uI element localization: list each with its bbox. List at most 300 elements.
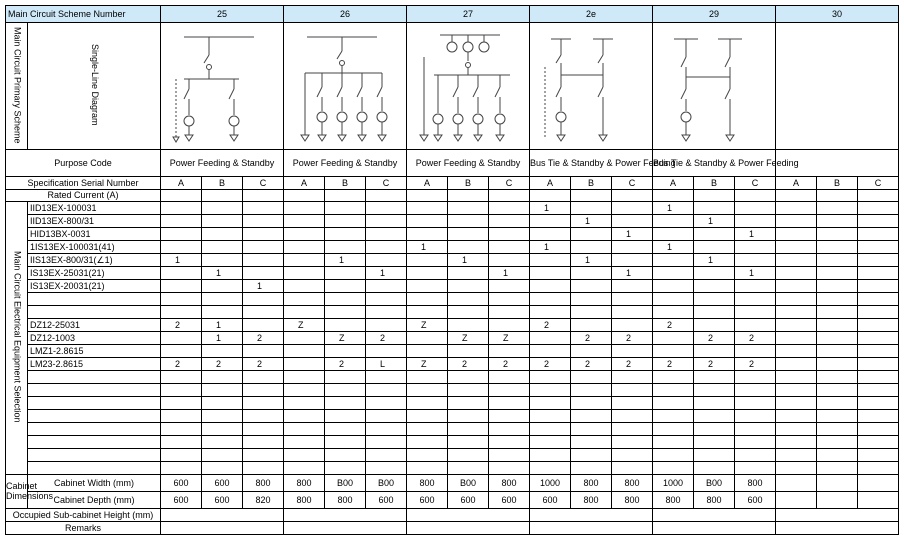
equipment-qty (448, 384, 489, 397)
equipment-qty (858, 254, 899, 267)
equipment-qty (653, 228, 694, 241)
equipment-qty (817, 371, 858, 384)
equipment-qty: 2 (243, 358, 284, 371)
rated-current-cell (858, 190, 899, 202)
equipment-qty (448, 241, 489, 254)
equipment-qty (776, 436, 817, 449)
single-line-diagram-29 (656, 27, 772, 145)
equipment-name (28, 462, 161, 475)
equipment-qty (612, 462, 653, 475)
equipment-qty (202, 345, 243, 358)
equipment-qty (366, 397, 407, 410)
equipment-qty (161, 462, 202, 475)
purpose-label: Purpose Code (6, 150, 161, 177)
cabinet-width-cell (817, 475, 858, 492)
equipment-qty (284, 384, 325, 397)
equipment-qty: 1 (202, 319, 243, 332)
equipment-qty (817, 358, 858, 371)
equipment-qty (530, 228, 571, 241)
equipment-qty (202, 462, 243, 475)
equipment-row (6, 358, 899, 371)
equipment-qty (571, 384, 612, 397)
equipment-qty (202, 423, 243, 436)
equipment-qty: 2 (530, 319, 571, 332)
equipment-qty (489, 371, 530, 384)
equipment-qty (530, 345, 571, 358)
equipment-qty: 1 (612, 228, 653, 241)
equipment-qty (530, 462, 571, 475)
equipment-qty (817, 345, 858, 358)
equipment-selection-label-cell (6, 202, 28, 475)
equipment-qty (653, 215, 694, 228)
equipment-qty (735, 410, 776, 423)
spec-cell: C (612, 177, 653, 190)
cabinet-width-cell: 800 (612, 475, 653, 492)
equipment-qty (161, 332, 202, 345)
single-line-label-cell (28, 23, 161, 150)
equipment-qty: 1 (448, 254, 489, 267)
spec-cell: C (366, 177, 407, 190)
equipment-qty (489, 410, 530, 423)
equipment-qty (366, 254, 407, 267)
equipment-row (6, 319, 899, 332)
rated-current-cell (735, 190, 776, 202)
equipment-qty (489, 215, 530, 228)
equipment-qty: 2 (530, 358, 571, 371)
equipment-qty (366, 280, 407, 293)
equipment-qty (202, 202, 243, 215)
equipment-qty (858, 319, 899, 332)
equipment-qty (325, 462, 366, 475)
equipment-qty (653, 306, 694, 319)
equipment-qty (817, 215, 858, 228)
spec-cell: A (407, 177, 448, 190)
equipment-row (6, 254, 899, 267)
equipment-qty (489, 202, 530, 215)
equipment-qty: 2 (571, 332, 612, 345)
equipment-qty (530, 397, 571, 410)
equipment-qty (530, 423, 571, 436)
cabinet-width-cell: 600 (161, 475, 202, 492)
equipment-qty (694, 410, 735, 423)
equipment-qty (735, 436, 776, 449)
equipment-qty (571, 345, 612, 358)
equipment-qty (325, 436, 366, 449)
spec-cell: C (489, 177, 530, 190)
equipment-row (6, 436, 899, 449)
cabinet-depth-cell: 800 (653, 492, 694, 509)
equipment-qty (448, 293, 489, 306)
equipment-qty (612, 280, 653, 293)
equipment-qty (407, 280, 448, 293)
equipment-qty (489, 280, 530, 293)
equipment-qty (489, 384, 530, 397)
cabinet-depth-cell: 600 (202, 492, 243, 509)
equipment-qty (694, 462, 735, 475)
equipment-qty (407, 306, 448, 319)
equipment-qty (284, 332, 325, 345)
equipment-qty (653, 280, 694, 293)
equipment-qty (325, 371, 366, 384)
equipment-qty (530, 449, 571, 462)
equipment-qty (858, 449, 899, 462)
equipment-qty (735, 462, 776, 475)
equipment-qty (489, 423, 530, 436)
equipment-qty (858, 371, 899, 384)
remarks-cell (407, 522, 530, 535)
equipment-qty (694, 397, 735, 410)
equipment-qty (325, 423, 366, 436)
equipment-qty (325, 449, 366, 462)
equipment-qty (325, 319, 366, 332)
equipment-row (6, 423, 899, 436)
rated-current-cell (325, 190, 366, 202)
equipment-qty (325, 228, 366, 241)
purpose-value: Power Feeding & Standby (161, 150, 284, 177)
equipment-qty (325, 397, 366, 410)
purpose-value: Bus Tie & Standby & Power Feeding (653, 150, 776, 177)
cabinet-depth-cell: 600 (366, 492, 407, 509)
equipment-qty (243, 254, 284, 267)
equipment-qty: 1 (530, 202, 571, 215)
equipment-qty (530, 215, 571, 228)
equipment-qty (612, 241, 653, 254)
equipment-qty (817, 280, 858, 293)
equipment-qty (243, 410, 284, 423)
remarks-cell (653, 522, 776, 535)
equipment-qty: 2 (653, 358, 694, 371)
equipment-name (28, 371, 161, 384)
equipment-qty (776, 345, 817, 358)
equipment-qty (489, 397, 530, 410)
equipment-qty (448, 410, 489, 423)
equipment-name (28, 397, 161, 410)
equipment-qty (817, 462, 858, 475)
scheme-number: 26 (284, 6, 407, 23)
equipment-qty (858, 293, 899, 306)
equipment-qty (694, 267, 735, 280)
equipment-qty: 1 (530, 241, 571, 254)
rated-current-cell (530, 190, 571, 202)
equipment-qty (284, 306, 325, 319)
main-circuit-table (5, 5, 899, 535)
equipment-qty: 2 (161, 319, 202, 332)
rated-current-cell (243, 190, 284, 202)
equipment-name: IS13EX-25031(21) (28, 267, 161, 280)
equipment-qty (776, 358, 817, 371)
primary-scheme-label: Main Circuit Primary Scheme (12, 26, 23, 144)
equipment-qty (653, 254, 694, 267)
equipment-qty (161, 384, 202, 397)
cabinet-depth-cell: 600 (489, 492, 530, 509)
equipment-qty (407, 384, 448, 397)
cabinet-width-cell: 800 (243, 475, 284, 492)
equipment-qty (858, 228, 899, 241)
equipment-qty (243, 423, 284, 436)
cabinet-depth-cell: 800 (325, 492, 366, 509)
rated-current-cell (366, 190, 407, 202)
equipment-qty: 1 (612, 267, 653, 280)
equipment-qty (694, 384, 735, 397)
equipment-qty (407, 397, 448, 410)
equipment-qty: Z (325, 332, 366, 345)
equipment-qty (858, 423, 899, 436)
equipment-qty: 2 (612, 358, 653, 371)
equipment-qty: 1 (407, 241, 448, 254)
equipment-qty (653, 345, 694, 358)
equipment-qty (284, 397, 325, 410)
equipment-qty (776, 228, 817, 241)
equipment-qty (407, 202, 448, 215)
equipment-qty (858, 436, 899, 449)
single-line-diagram-2e (533, 27, 649, 145)
cabinet-width-cell: B00 (366, 475, 407, 492)
spec-cell: B (448, 177, 489, 190)
equipment-qty (530, 306, 571, 319)
equipment-qty (366, 306, 407, 319)
single-line-diagram-26 (287, 27, 403, 145)
equipment-qty (735, 254, 776, 267)
spec-cell: A (284, 177, 325, 190)
cabinet-width-cell: B00 (325, 475, 366, 492)
equipment-qty (776, 280, 817, 293)
equipment-qty (366, 423, 407, 436)
equipment-qty (366, 462, 407, 475)
diagram-cell-30 (776, 23, 899, 150)
cabinet-depth-cell (858, 492, 899, 509)
equipment-qty: L (366, 358, 407, 371)
occupied-height-cell (407, 509, 530, 522)
scheme-number: 30 (776, 6, 899, 23)
equipment-qty (243, 215, 284, 228)
equipment-qty (817, 397, 858, 410)
equipment-qty (366, 202, 407, 215)
equipment-name (28, 384, 161, 397)
equipment-qty (530, 384, 571, 397)
cabinet-depth-cell: 600 (735, 492, 776, 509)
equipment-qty (571, 410, 612, 423)
equipment-name: IS13EX-20031(21) (28, 280, 161, 293)
equipment-qty (243, 202, 284, 215)
diagram-cell-26 (284, 23, 407, 150)
primary-scheme-label-cell (6, 23, 28, 150)
equipment-qty (653, 436, 694, 449)
equipment-qty (448, 215, 489, 228)
remarks-cell (530, 522, 653, 535)
rated-current-cell (448, 190, 489, 202)
equipment-qty (817, 293, 858, 306)
cabinet-width-cell: 1000 (530, 475, 571, 492)
diagram-row (6, 23, 899, 150)
cabinet-width-cell: 600 (202, 475, 243, 492)
rated-current-label: Rated Current (A) (6, 190, 161, 202)
spec-cell: C (735, 177, 776, 190)
equipment-qty: 1 (325, 254, 366, 267)
equipment-qty: 1 (735, 267, 776, 280)
spec-cell: A (161, 177, 202, 190)
equipment-qty (489, 241, 530, 254)
equipment-qty (161, 202, 202, 215)
equipment-qty (366, 384, 407, 397)
equipment-qty (858, 241, 899, 254)
equipment-qty (448, 371, 489, 384)
remarks-label: Remarks (6, 522, 161, 535)
equipment-qty (530, 293, 571, 306)
cabinet-dimensions-label: Cabinet Dimensions (6, 475, 28, 509)
equipment-qty (448, 423, 489, 436)
single-line-diagram-27 (410, 27, 526, 145)
cabinet-depth-cell: 600 (161, 492, 202, 509)
equipment-name (28, 436, 161, 449)
equipment-qty (735, 293, 776, 306)
equipment-qty (448, 397, 489, 410)
equipment-qty: 1 (571, 215, 612, 228)
equipment-qty (243, 397, 284, 410)
equipment-qty (202, 241, 243, 254)
cabinet-depth-cell (776, 492, 817, 509)
cabinet-depth-cell: 800 (284, 492, 325, 509)
occupied-height-cell (161, 509, 284, 522)
equipment-selection-label: Main Circuit Electrical Equipment Selection (12, 251, 23, 423)
equipment-qty: Z (407, 358, 448, 371)
equipment-qty (325, 202, 366, 215)
equipment-qty (694, 202, 735, 215)
equipment-qty: 2 (202, 358, 243, 371)
equipment-qty (612, 202, 653, 215)
equipment-qty (776, 384, 817, 397)
equipment-qty (161, 436, 202, 449)
equipment-qty (735, 384, 776, 397)
scheme-number: 29 (653, 6, 776, 23)
equipment-qty (530, 332, 571, 345)
equipment-qty (325, 293, 366, 306)
remarks-row (6, 522, 899, 535)
purpose-value: Bus Tie & Standby & Power Feeding (530, 150, 653, 177)
equipment-qty (161, 293, 202, 306)
equipment-qty (243, 384, 284, 397)
equipment-name (28, 423, 161, 436)
equipment-name: HID13BX-0031 (28, 228, 161, 241)
spec-cell: C (243, 177, 284, 190)
equipment-qty (858, 358, 899, 371)
equipment-name (28, 306, 161, 319)
equipment-qty (284, 241, 325, 254)
equipment-qty (694, 280, 735, 293)
equipment-qty (366, 449, 407, 462)
equipment-qty (325, 241, 366, 254)
equipment-qty (161, 267, 202, 280)
rated-current-cell (817, 190, 858, 202)
equipment-qty (858, 384, 899, 397)
equipment-qty (653, 293, 694, 306)
equipment-qty (448, 280, 489, 293)
equipment-row (6, 267, 899, 280)
equipment-qty: 2 (612, 332, 653, 345)
equipment-qty (735, 449, 776, 462)
equipment-qty (243, 345, 284, 358)
equipment-qty (530, 410, 571, 423)
equipment-qty (448, 436, 489, 449)
equipment-qty (284, 280, 325, 293)
equipment-qty (776, 202, 817, 215)
equipment-qty (161, 345, 202, 358)
equipment-qty (407, 371, 448, 384)
equipment-name: IID13EX-100031 (28, 202, 161, 215)
equipment-qty (202, 254, 243, 267)
cabinet-depth-cell: 600 (448, 492, 489, 509)
equipment-qty (653, 397, 694, 410)
equipment-qty (243, 449, 284, 462)
equipment-name: 1IS13EX-100031(41) (28, 241, 161, 254)
equipment-qty (571, 306, 612, 319)
diagram-cell-25 (161, 23, 284, 150)
equipment-qty (694, 345, 735, 358)
equipment-qty (202, 397, 243, 410)
equipment-qty (489, 462, 530, 475)
equipment-qty (325, 410, 366, 423)
equipment-qty (407, 228, 448, 241)
equipment-qty (284, 371, 325, 384)
equipment-qty (694, 319, 735, 332)
equipment-qty (407, 215, 448, 228)
equipment-qty (161, 215, 202, 228)
cabinet-width-cell: 800 (571, 475, 612, 492)
equipment-qty (489, 254, 530, 267)
equipment-qty (161, 410, 202, 423)
equipment-qty (530, 436, 571, 449)
spec-cell: B (694, 177, 735, 190)
occupied-height-cell (284, 509, 407, 522)
equipment-qty (612, 384, 653, 397)
equipment-qty (530, 280, 571, 293)
equipment-qty (489, 345, 530, 358)
equipment-qty (325, 215, 366, 228)
cabinet-depth-cell: 800 (612, 492, 653, 509)
equipment-qty (366, 371, 407, 384)
equipment-qty (858, 397, 899, 410)
cabinet-width-cell (858, 475, 899, 492)
spec-row (6, 177, 899, 190)
cabinet-depth-label: Cabinet Depth (mm) (28, 492, 161, 509)
equipment-qty (284, 436, 325, 449)
rated-current-cell (407, 190, 448, 202)
equipment-qty: 1 (366, 267, 407, 280)
equipment-row (6, 397, 899, 410)
equipment-qty: 2 (735, 358, 776, 371)
equipment-qty (407, 423, 448, 436)
equipment-qty (571, 293, 612, 306)
equipment-qty (694, 293, 735, 306)
equipment-qty (202, 384, 243, 397)
equipment-qty (612, 319, 653, 332)
equipment-qty (202, 228, 243, 241)
equipment-name (28, 410, 161, 423)
equipment-qty (202, 306, 243, 319)
equipment-qty: 2 (243, 332, 284, 345)
spec-cell: A (776, 177, 817, 190)
equipment-qty (407, 267, 448, 280)
equipment-qty (735, 202, 776, 215)
equipment-qty (653, 462, 694, 475)
equipment-qty (407, 345, 448, 358)
cabinet-width-cell: 800 (284, 475, 325, 492)
equipment-qty (612, 436, 653, 449)
rated-current-cell (612, 190, 653, 202)
equipment-qty: Z (407, 319, 448, 332)
equipment-qty (571, 267, 612, 280)
equipment-qty (366, 436, 407, 449)
equipment-qty: 1 (243, 280, 284, 293)
